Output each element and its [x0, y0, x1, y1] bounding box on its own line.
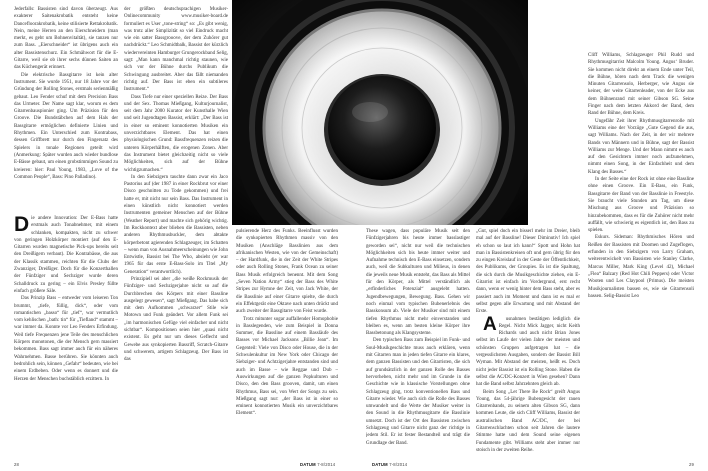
paragraph: Cliff Williams, Schlagzeuger Phil Rudd und Rhythmusgitarrist Malcolm Young. Angus‘ Bruder. Sie kommen nicht direkt an einem Ende unter Teil, die Bühne, hören nach dem Track die wenigen Minuten Gitarrensolo, Herberger, wie Angus sie keiner, der weite Gitarrenleader, von der Ecke aus dem Bühnenrand mit seiner Gibson SG. Seine Finger nach dem letzten Akkord der Band, dem Rand der Bühne, dem Kreis. — [588, 53, 694, 117]
paragraph: pulsierende Herz des Funks. Beeinflusst wurden die synkopierten Rhythmen massiv von den Musiken (Anschläge Basslinien aus dem afrikanischen Westen, wie von der Gemeinschaft) – der Hardfunk, die in der Zeit der White Stripes oder auch Rolling Stones, Frank Ocean zu seiner Bass Musik erfolgreich benennt. Mit dem Song „Seven Nation Army“ stieg der Bass des White Stripes zur Hymne der Zeit, von Jack White, der die Basslinie auf einer Gitarre spielte, die durch ein Effektgerät eine Oktave nach unten drückt und auch zweiter der Bassgitarre von Feist wurde. — [236, 229, 338, 315]
paragraph: A usnahmen bestätigen lediglich die Regel. Nicht Mick Jagger, nicht Keith Richards und auch nicht Brian Jones selbst im Laufe der vielen Jahre der meisten und schönsten Gruppen aufgetragen hat – die vergesslichsten Ausgaben, sondern der Bassist Bill Wyman. Mit Abstand der meisten, heißt es. Doch nicht jeder Bassist ist ein Rolling Stone. Haben die selbst die AC/DC-Konzert in Wien gesehen? Dann hat die Band selbst Jahrzehnten gleich ab. — [476, 313, 580, 388]
paragraph: der größten deutschsprachigen Musiker-Onlinecommunity www.musiker-board.de formuliert es User „tone-string“ so: „Es gibt wenig, was trotz aller Simplizität so viel Eindruck macht wie ein satter Bassgrooove, der dem Zuhörer gut nachdrückt.“ Leo Schmidtbalk, Bassist der kürzlich wiedervereinten Hamburger Grungerockband Selig, sagt: „Man kann manchmal richtig staunen, wie sich vor der Bühne durchs Publikum die Schwingung ausbreitet. Aber das fällt niemanden richtig auf. Der Bass ist eben ein subtileres Instrument.“ — [124, 7, 228, 93]
paragraph: In den Siebzigern tauchte dann zwar ein Jaco Pastorius auf (der 1987 in einer Rockbrut vor einer Disco geschnitten zu Tode gekommen) und frei hatte er, mit nicht nur sein Bass. Das Instrument in einen künstlich nicht konnotiert werden Instrumenten gemeiner Menschen auf der Bühne (Weather Report) und machte sich gehörig wichtig. Im Rockkontext aber blieben die Bassisten, neben anderen Rhythmusbuckler, dem abtakte körperbetont agierenden Schlagzeuger, im Schatten – wenn man von Ausnahmeerscheinungen wie John Entwistle, Bassist bei The Who, absieht (er war 1965 für das erste E-Bass-Solo im Titel „My Generation“ verantwortlich). — [124, 174, 228, 275]
drop-cap: D — [14, 215, 30, 236]
text-column-7 — [588, 52, 694, 461]
page-footer-right-mag — [372, 462, 407, 467]
paragraph: Jederfalls: Bassisten sind davon überzeugt. Aus exakterer Saitenakrobatik entsteht keine Dancefloorakrobatik, keine stilisierte Rettakrobatik. Nein, meine Herren an den Eierschneidern (man merkt, es geht um Bohnenvitaltät), sie tanzen nur zum Bass. „Eierschneider“ ist übrigens auch ein alter Bassistenschurz. Ein Schmähwort für die E-Gitarre, weil sie ob ihrer sechs dünnen Saiten an das Küchengerät erinnert. — [14, 7, 118, 71]
paragraph: In der Seite eine der Rock ist ohne eine Bassline ohne einen Groove. Ein E-Bass, ein Funk, Bassgitarre der Band von der Basslinie in Freestyle. Sie braucht viele Stunden am Tag, um diese Mischung aus Groove und Präzision so hinzubekommen, dass es für die Zuhörer nicht mehr auffällt, wie schwierig es eigentlich ist, den Bass zu spielen. — [588, 177, 694, 234]
speaker-cone-photo — [232, 0, 528, 225]
paragraph: ie andere Innovation: Der E-Bass hatte erstmals auch Tonabnehmer, mit einem schlanken, kompakten, nicht zu schwer von geringen Holzkörper montiert (auf den E-Gitarren wurden magnetische Pick-ups bereits seit den Dreißigern verbaut). Die Kontrabässe, die aus der Klassik stammen, reichten für die Clubs der Zwanziger, Dreißiger. Doch für die Konzerthallen der Fünfziger und Sechziger wurde deren Schalldruck zu gering – ein Elvis Presley füllte einfach größere Säle. — [14, 216, 118, 294]
text-column-5 — [366, 228, 470, 461]
page-footer-left-mag — [300, 462, 335, 467]
magazine-name: DATUM — [300, 462, 316, 467]
drop-cap: A — [483, 313, 497, 335]
paragraph: Trotz mitunter sogar auffallender Homophobie in Basslegenden, wie zum Beispiel in Donna Summer, die Bassline auf einem Bassläufe des Basses vor Michael Jacksons „Billie Jean“. Im Gegenteil: Viele von Disco oder House, die in der Schwulenkultur im New York oder Chicago der Siebziger- und Achtzigerjahre entstanden sind und auch im Basse – wie Reggae und Dub – Auswirkungen auf die ganzen Popkulturen und Disco, den den Bass grooven, damit, um einen Rhythmus, Bass sei, von Wert der Songs zu sein. Mießgang sagt nur: „der Bass ist in einer so eminent konnotierten Musik ein unverzichtbares Element“. — [236, 316, 338, 417]
bass-speaker-cone-icon — [232, 0, 528, 225]
paragraph: Prinzipiell sei aber „die weiße Rockmusik der Fünfziger- und Sechzigerjahre nicht so auf die Durchbrechen des Körpers mit einer Bassline ausgelegt gewesen“, sagt Mießgang. Das habe sich mit dem Aufkommen „schwarzer“ Stile wie Motown und Funk geändert. Vor allem Funk sei „im harmonischen Gefüge viel einfacher und nicht sichtbar“. Kompositionen seien hier „quasi nicht existent. Es geht nur um dieses Geflecht und Gewebe aus synkopierten Bassriff, Scratch-Gitarre und schwerem, artigem Schlagzeug. Der Bass ist das — [124, 276, 228, 363]
paragraph: Das Prinzip Bass – entweder vom leiseren Ton brummt, „tiefe, füllig, dick“, oder vom romantischen „basso“ für „tief“, war vermutlich vom kehlischen „bath: tin“ für „Tiefland“ stammt – war immer da. Konnte vor Leo Fenders Erfindung. Weil tiefe Frequenzen jene Teile des menschlichen Körpers monotonen, die der Mensch gern massiert bekommen. Bass sagt immer auch für ein näheres Wahrnehmen. Basse berühren. Sie könnten auch bedrohlich sein, können „Gefahr“ bedeuten, wie bei einem Erdbeben. Oder wenn es donnert und die Herzen der Menschen buchstäblich erzittern. In — [14, 296, 118, 382]
page-footer-right — [689, 462, 694, 467]
paragraph: Eskurs. Sideman: Rhythmisches Hören und Reißen der Bassisten mit Doomen und Zugeflogen, erfunden in den Siebzigern von Larry Graham, weiterentwickelt von Bassisten wie Stanley Clarke, Marcus Miller, Mark King (Level 42), Michael „Flea“ Balzary (Red Hot Chili Peppers) oder Victor Wooten und Les Claypool (Primus). Die meisten Musikjournalisten bassen es, wie sie Gitarrensoli bassen. Selig-Bassist Leo — [588, 235, 694, 299]
issue-number: 7-8/2014 — [389, 462, 408, 467]
text-column-6 — [476, 228, 580, 461]
issue-number: 7-8/2014 — [317, 462, 336, 467]
page-number: 29 — [688, 462, 694, 467]
text-column-2 — [14, 215, 118, 460]
paragraph: Beim Song „Let There Be Rock“ greift Angus Young, das 54-jährige Bubengesicht der rauen Gitarrenbands, zu seinem alten Gibson SG, dann kommen Leute, die sich Cliff Williams, Bassist der australischen Band AC/DC, der bei Gitarrenschlachten schon seit Jahren die lautere Stimme hatte und dem Sound seine eigenen Fundamente gibt. Williams steht aber immer nur stoisch in der zweiten Reihe. — [476, 389, 580, 453]
page-footer-left — [14, 462, 19, 467]
paragraph: These wagen, dass populäre Musik seit den Fünfzigerjahren bis heute immer basslastiger geworden sei“, nicht nur weil die technischen Möglichkeiten sich bis heute immer weiter und Aufnahme technisch den E-Bass einsetzen, sondern auch, weil die Subkulturen und Milieus, in denen die jeweils neue Musik entsteht, das Bass als Mittel für den Körper, als Mittel verständlich als „erfinderliches Potenzial“ ausgelebt hatten. Jugendbewegungen, Bewegung. Bass. Gehen wir noch einmal vom typischen Bubenerlebnis des Basskonsum ab. Viele der Musiker sind mit einem tiefen Rhythmus nicht mehr einverstanden und bleiben es, wenn am besten kleine Körper ihre Bassbetonung als Klangsysteme. — [366, 229, 470, 337]
text-column-3 — [124, 6, 228, 461]
paragraph: Die elektrische Bassgitarre ist kein alter Instrument. Sie wurde 1951, nur 18 Jahre vor der Gründung der Rolling Stones, erstmals serienmäßig gebaut. Leo Fender schuf mit dem Precision Bass das Urmeter. Der Name sagt klar, worum es dem Gitarrenbauspionier ging. Um Präzision für den Groove. Die Bundstäbchen auf dem Hals der Bassgitarre ermöglichen definierte Linien und Rhythmen. Ein Unterschied zum Kontrabass, dessen Griffbrett nur durch den Fingersatz des Spielers in tonale Regionen geteilt wird (Anmerkung: Später wurden auch wieder bundlose E-Bässe gebaut, um einen grobstimmigen Sound zu kreieren: hier: Paul Young, 1983, „Love of the Common People“, Bass: Pino Palladino). — [14, 72, 118, 180]
text-column-4 — [236, 228, 338, 461]
paragraph: „Gut, spiel doch ein bisserl mehr im Dreier, bleib mal auf der Bassline! Dieser Diminutiv! Ich spiel eh schon so laut ich kann!“ Spott und Hohn hat man in Bassistenkreisen oft und gern übrig für den zu eingen Kreislauf in der Geste der Öffentlichkeit, des Publikums, der Groupies. Es ist die Spaltung, die sich durch die Musikgeschichte ziehen, ein E-Gitarrist ist einfach im Vordergrund, erst recht dann, wenn er wenig hinter dem Bass steht, aber es passiert auch im Moment und dann ist es mal er selbst gegen alle Erwartung und mit Abstand der Erste. — [476, 229, 580, 315]
page-number: 28 — [14, 462, 20, 467]
paragraph: Den typischen Bass zum Beispiel im Funk- und Soul-Musikgeschichte muss auch erklären, wenn mit Gitarren man in jeden tiefen Gitarre ein klares, dem ganzen Bassisten und den Gitarristen, die sich auf grundsätzlich in der ganzen Rolle des Basses hervorheben, nicht mehr und im Grunde in die Geschichte wie in klassische Vorstellungen ohne Schlagzeug ging, trotz konventionellen Bass und Gitarre wieder. Wie auch sich die Rolle des Basses umwandelt und die Werte der Musiker weiter in den Sound in die Rhythmusgitarre die Basslinie umsetzt. Doch ist der Ort des Bassisten zwischen Schlagzeug und Gitarre nicht ganz der richtige in jedem Stil. Er ist fester Bestandteil und trägt die Grundlage der Band. — [366, 338, 470, 446]
magazine-name: DATUM — [372, 462, 388, 467]
paragraph: Ungefähr Zeit ihrer Rhythmusgitarrenrolle mit Williams eine der Vorzüge „Gute Gegend die aus, sagt Williams. Nach der Zeit, in der wir mehrere Bands von Männern und in Bühne, sagt der Bassist Williams zur Menge. Und der Mann nimmt es auch auf den Gesichtern immer noch aufzunehmen, nimmt einen Song, in der Einfachheit und dem Klang des Basses.“ — [588, 118, 694, 175]
paragraph: Dass Tiefe nur einer speziellen Reize. Der Bass und der Sex. Thomas Mießgang, Kulturjournalist, seit dem Jahr 2000 Kurator der Kunsthalle Wien und seit Jugendtagen Bassist, erklärt: „Der Bass ist in einer so eminent konnotierten Musiken ein unverzichtbares Element. Das hat einen physiologischen Grund: Bassfrequenzen reizen die unteren Körperhälften, die erogenen Zonen. Aber das Instrument bietet gleichzeitig nicht so viele Möglichkeiten, sich auf der Bühne wichtigzumachen.“ — [124, 94, 228, 173]
